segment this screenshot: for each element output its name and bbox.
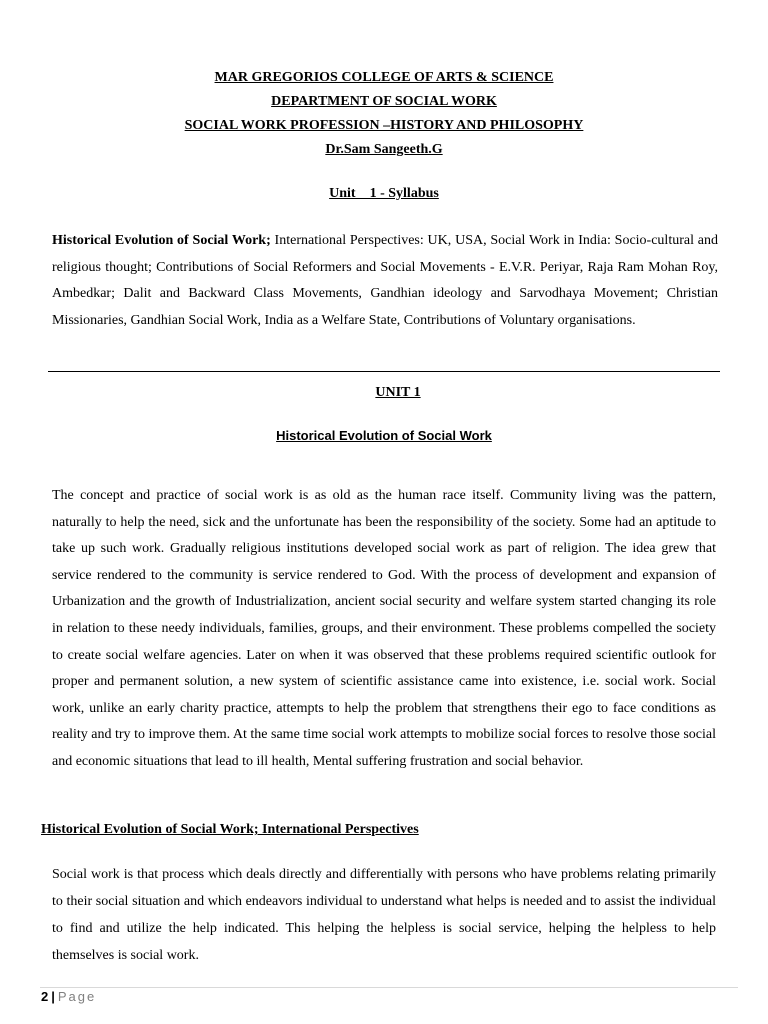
syllabus-heading: Unit 1 - Syllabus (329, 186, 439, 201)
unit-subtitle: Historical Evolution of Social Work (276, 428, 492, 443)
syllabus-body: International Perspectives: UK, USA, Social Work in India: Socio-cultural and religious thought; Contributions of Social Reformers and Social Movements - E.V.R. Periyar, Raja Ram Mohan Roy, Ambedkar; Dalit and Backward Class Movements, Gandhian ideology and Sarvodhaya Movement; Christian Missionaries, Gandhian Social Work, India as a Welfare State, Contributions of Voluntary organisations. (52, 233, 718, 328)
college-name: MAR GREGORIOS COLLEGE OF ARTS & SCIENCE (214, 70, 554, 85)
document-header (0, 66, 768, 162)
page-number: 2 (41, 989, 49, 1004)
author-name: Dr.Sam Sangeeth.G (325, 142, 443, 157)
section-heading: Historical Evolution of Social Work; International Perspectives (41, 822, 419, 837)
unit-title: UNIT 1 (375, 385, 421, 400)
syllabus-paragraph (52, 228, 718, 334)
page-label: Page (57, 989, 97, 1004)
body-paragraph-2: Social work is that process which deals directly and differentially with persons who have problems relating primarily to their social situation and which endeavors individual to understand what helps is needed and to assist the individual to find and utilize the help indicated. This helping the helpless is social service, helping the helpless to help themselves is social work. (52, 867, 716, 963)
section-divider (48, 371, 720, 372)
footer-separator: | (51, 989, 55, 1004)
syllabus-lead: Historical Evolution of Social Work; (52, 233, 271, 248)
course-title: SOCIAL WORK PROFESSION –HISTORY AND PHILOSOPHY (184, 118, 584, 133)
department-name: DEPARTMENT OF SOCIAL WORK (271, 94, 497, 109)
footer-divider (40, 987, 738, 988)
page-footer (41, 989, 96, 1004)
body-paragraph-1: The concept and practice of social work is as old as the human race itself. Community living was the pattern, naturally to help the need, sick and the unfortunate has been the responsibility of the society. Some had an aptitude to take up such work. Gradually religious institutions developed social work as part of religion. The idea grew that service rendered to the community is service rendered to God. With the process of development and expansion of Urbanization and the growth of Industrialization, ancient social security and welfare system started changing its role in relation to these needy individuals, families, groups, and their environment. These problems compelled the society to create social welfare agencies. Later on when it was observed that these problems required scientific outlook for proper and permanent solution, a new system of scientific assistance came into existence, i.e. social work. Social work, unlike an early charity practice, attempts to help the problem that strengthens their ego to face conditions as reality and try to improve them. At the same time social work attempts to mobilize social forces to resolve those social and economic situations that lead to ill health, Mental suffering frustration and social behavior. (52, 488, 716, 769)
